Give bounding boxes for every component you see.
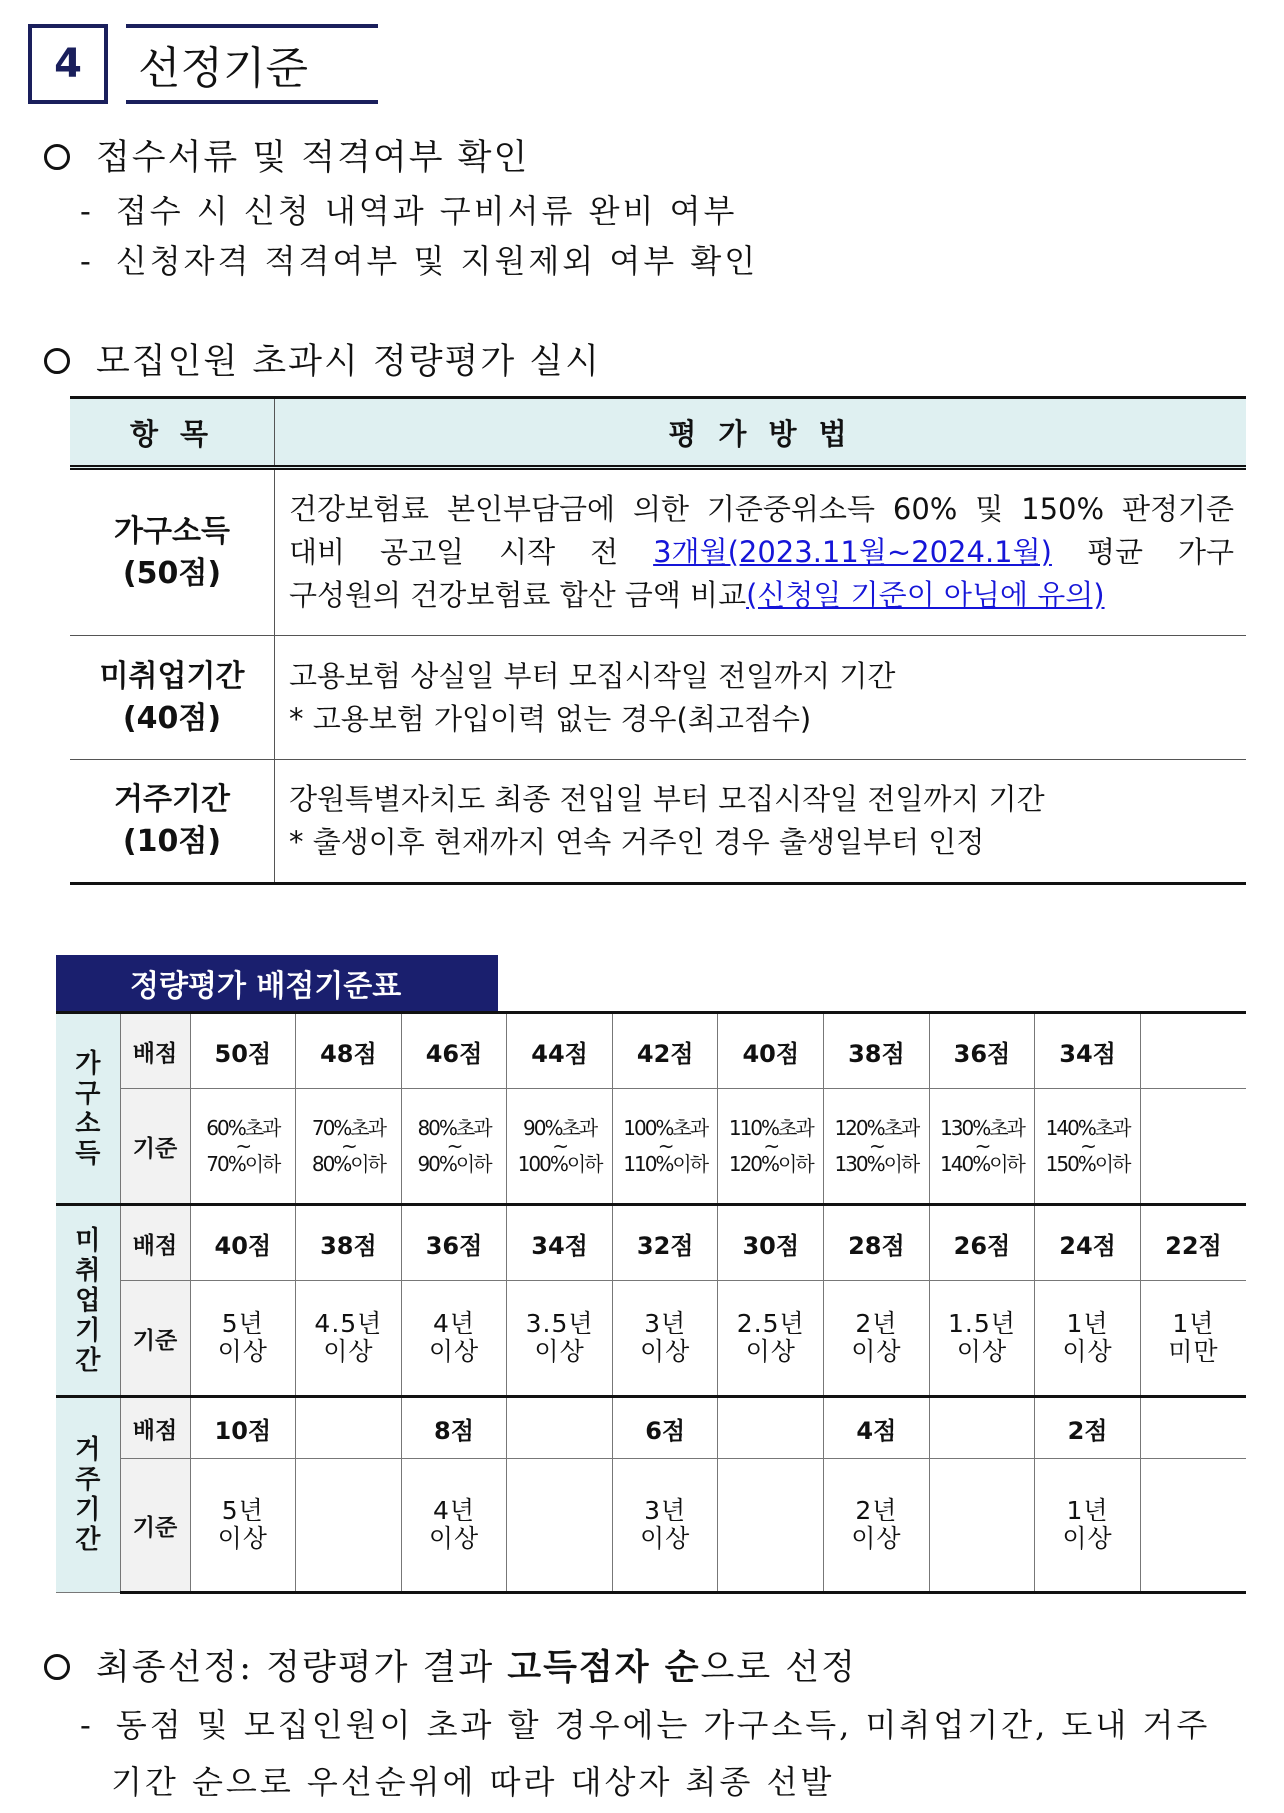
points-cell: 22점 [1140,1205,1246,1281]
criteria-cell [190,1459,296,1593]
criteria-line: 이상 [428,1524,480,1553]
criteria-line: 4년 [432,1496,476,1525]
bullet-title: 접수서류 및 적격여부 확인 [96,138,530,178]
criteria-label: 기준 [120,1281,190,1397]
criteria-line: 이상 [1062,1337,1113,1366]
score-table-title: 정량평가 배점기준표 [56,955,498,1011]
criteria-line: 130%이하 [834,1152,919,1176]
criteria-cell [718,1459,824,1593]
criteria-line: ~ [446,1134,462,1158]
criteria-line: 150%이하 [1045,1152,1130,1176]
category-char: 구 [75,1078,101,1109]
points-label: 배점 [120,1013,190,1089]
criteria-line: 4.5년 [314,1309,383,1338]
points-cell: 38점 [296,1205,402,1281]
criteria-line: 이상 [851,1524,902,1553]
category-char: 득 [75,1138,101,1169]
criteria-cell [296,1459,402,1593]
criteria-label: 기준 [120,1459,190,1593]
criteria-line: 이상 [851,1337,902,1366]
criteria-cell [1140,1459,1246,1593]
category-char: 기 [75,1495,101,1525]
criteria-line: 이상 [640,1337,691,1366]
criteria-line: 90%초과 [523,1116,597,1140]
category-char: 거 [75,1435,101,1465]
criteria-line: 4년 [432,1309,476,1338]
score-points-row [56,1013,1246,1089]
bullet-quantitative [44,334,601,384]
score-criteria-row [56,1089,1246,1205]
desc-line: * 고용보험 가입이력 없는 경우(최고점수) [289,701,812,736]
criteria-line: 70%이하 [206,1152,280,1176]
score-criteria-row [56,1281,1246,1397]
desc-line: * 출생이후 현재까지 연속 거주인 경우 출생일부터 인정 [289,825,985,859]
points-cell: 48점 [296,1013,402,1089]
criteria-line: 이상 [745,1337,796,1366]
criteria-cell [824,1281,930,1397]
points-cell: 40점 [718,1013,824,1089]
row-description [275,468,1247,636]
criteria-line: 110%이하 [623,1152,708,1176]
criteria-cell [1035,1459,1141,1593]
criteria-line: 120%이하 [728,1152,813,1176]
points-cell [929,1397,1035,1459]
criteria-line: 미만 [1168,1337,1219,1366]
criteria-line: ~ [657,1134,673,1158]
points-label: 배점 [120,1205,190,1281]
points-cell: 36점 [401,1205,507,1281]
points-cell [1140,1397,1246,1459]
criteria-line: 80%초과 [417,1116,491,1140]
header-item: 항 목 [70,398,275,468]
criteria-line: 2년 [855,1496,898,1525]
category-char: 소 [75,1108,101,1139]
circle-bullet-icon [44,144,70,170]
criteria-cell [612,1459,718,1593]
points-cell: 46점 [401,1013,507,1089]
criteria-line: 3.5년 [525,1309,594,1338]
criteria-line: 5년 [221,1309,264,1338]
points-cell: 26점 [929,1205,1035,1281]
sub-item-text: 접수 시 신청 내역과 구비서류 완비 여부 [115,192,738,230]
score-table [56,1011,1246,1594]
criteria-line: 2년 [855,1309,898,1338]
criteria-line: ~ [1080,1134,1095,1158]
category-char: 업 [75,1285,101,1316]
criteria-line: 3년 [644,1496,687,1525]
category-char: 취 [75,1255,101,1286]
criteria-line: ~ [235,1134,251,1158]
criteria-cell [929,1281,1035,1397]
points-cell [507,1397,613,1459]
criteria-cell [612,1281,718,1397]
criteria-line: 120%초과 [834,1116,919,1140]
points-cell: 42점 [612,1013,718,1089]
period-link: 3개월(2023.11월~2024.1월) [653,535,1052,569]
score-category [56,1205,120,1397]
criteria-cell [507,1089,613,1205]
bullet-document-check [44,130,529,180]
note-link: (신청일 기준이 아님에 유의) [746,578,1105,612]
criteria-line: 1년 [1172,1309,1215,1338]
criteria-line: 이상 [217,1337,268,1366]
header-method: 평 가 방 법 [275,398,1247,468]
criteria-cell [824,1459,930,1593]
criteria-line: 140%초과 [1045,1116,1130,1140]
bullet-final-selection: 최종선정: 정량평가 결과 고득점자 순으로 선정 [44,1640,857,1690]
points-cell: 44점 [507,1013,613,1089]
score-category [56,1397,120,1593]
points-cell: 8점 [401,1397,507,1459]
criteria-line: 140%이하 [940,1152,1024,1176]
eval-row-income [70,468,1246,636]
bullet-title: 모집인원 초과시 정량평가 실시 [96,342,601,382]
criteria-cell [296,1089,402,1205]
section-title [126,24,378,104]
criteria-cell [507,1459,613,1593]
criteria-cell [507,1281,613,1397]
row-description [275,636,1247,760]
criteria-cell [1140,1281,1246,1397]
points-cell [296,1397,402,1459]
criteria-cell [1035,1089,1141,1205]
points-cell: 30점 [718,1205,824,1281]
points-cell: 2점 [1035,1397,1141,1459]
sub-item-text: 동점 및 모집인원이 초과 할 경우에는 가구소득, 미취업기간, 도내 거주 [115,1706,1211,1744]
section-title-text: 선정기준 [138,43,309,94]
criteria-line: 1년 [1066,1496,1109,1525]
criteria-line: 5년 [221,1496,264,1525]
sub-item-text: 신청자격 적격여부 및 지원제외 여부 확인 [115,242,759,280]
eval-row-unemployment [70,636,1246,760]
criteria-cell [824,1089,930,1205]
desc-line: 구성원의 건강보험료 합산 금액 비교(신청일 기준이 아님에 유의) [289,578,1105,612]
criteria-cell [718,1089,824,1205]
criteria-line: 2.5년 [736,1309,805,1338]
section-number: 4 [28,24,108,104]
points-cell: 4점 [824,1397,930,1459]
desc-line: 강원특별자치도 최종 전입일 부터 모집시작일 전일까지 기간 [289,782,1045,816]
points-label: 배점 [120,1397,190,1459]
points-cell: 10점 [190,1397,296,1459]
criteria-line: 60%초과 [206,1116,280,1140]
criteria-cell [1035,1281,1141,1397]
criteria-line: 이상 [323,1337,374,1366]
sub-item: - 접수 시 신청 내역과 구비서류 완비 여부 [80,192,738,230]
criteria-line: ~ [974,1134,990,1158]
criteria-line: 이상 [1062,1524,1113,1553]
criteria-line: 110%초과 [728,1116,813,1140]
criteria-line: ~ [868,1134,884,1158]
points-cell: 34점 [1035,1013,1141,1089]
category-char: 가 [75,1048,101,1079]
criteria-line: 90%이하 [417,1152,491,1176]
criteria-label: 기준 [120,1089,190,1205]
criteria-line: ~ [763,1134,779,1158]
criteria-cell [296,1281,402,1397]
circle-bullet-icon [44,348,70,374]
criteria-line: ~ [341,1134,356,1158]
circle-bullet-icon [44,1654,70,1680]
criteria-cell [718,1281,824,1397]
criteria-cell [612,1089,718,1205]
points-cell: 40점 [190,1205,296,1281]
points-cell: 28점 [824,1205,930,1281]
criteria-cell [401,1459,507,1593]
criteria-line: 이상 [534,1337,585,1366]
row-description [275,760,1247,884]
criteria-cell [190,1281,296,1397]
category-char: 주 [75,1465,101,1495]
criteria-cell [929,1089,1035,1205]
points-cell: 34점 [507,1205,613,1281]
eval-row-residence [70,760,1246,884]
criteria-line: 80%이하 [311,1152,385,1176]
category-char: 간 [75,1525,101,1555]
row-label: 미취업기간 (40점) [70,636,275,760]
evaluation-table [70,396,1246,885]
criteria-cell [401,1089,507,1205]
criteria-line: 130%초과 [940,1116,1024,1140]
points-cell: 38점 [824,1013,930,1089]
score-criteria-row [56,1459,1246,1593]
points-cell: 50점 [190,1013,296,1089]
criteria-line: ~ [552,1134,567,1158]
points-cell: 6점 [612,1397,718,1459]
desc-line: 고용보험 상실일 부터 모집시작일 전일까지 기간 [289,658,896,693]
points-cell [1140,1013,1246,1089]
points-cell: 24점 [1035,1205,1141,1281]
criteria-line: 1.5년 [947,1309,1016,1338]
category-char: 간 [75,1345,101,1376]
criteria-line: 70%초과 [311,1116,385,1140]
criteria-cell [1140,1089,1246,1205]
desc-line: 건강보험료 본인부담금에 의한 기준중위소득 60% 및 150% 판정기준 [289,492,1234,526]
criteria-line: 100%초과 [623,1116,708,1140]
criteria-line: 1년 [1066,1309,1109,1338]
criteria-cell [929,1459,1035,1593]
criteria-cell [190,1089,296,1205]
sub-item-text: 기간 순으로 우선순위에 따라 대상자 최종 선발 [111,1763,835,1801]
criteria-line: 이상 [956,1337,1008,1366]
criteria-line: 이상 [217,1524,268,1553]
points-cell [718,1397,824,1459]
score-points-row [56,1397,1246,1459]
criteria-line: 이상 [428,1337,480,1366]
sub-item: - 동점 및 모집인원이 초과 할 경우에는 가구소득, 미취업기간, 도내 거주 [80,1706,1211,1744]
points-cell: 32점 [612,1205,718,1281]
sub-item: - 신청자격 적격여부 및 지원제외 여부 확인 [80,242,759,280]
row-label: 거주기간 (10점) [70,760,275,884]
criteria-line: 이상 [640,1524,691,1553]
emphasis-text: 고득점자 순 [507,1648,701,1688]
score-category [56,1013,120,1205]
category-char: 미 [75,1225,101,1256]
category-char: 기 [75,1315,101,1346]
desc-line: 대비 공고일 시작 전 3개월(2023.11월~2024.1월) 평균 가구 [289,535,1234,569]
row-label: 가구소득 (50점) [70,468,275,636]
criteria-cell [401,1281,507,1397]
sub-item-continued [111,1757,834,1803]
criteria-line: 3년 [644,1309,687,1338]
score-points-row [56,1205,1246,1281]
criteria-line: 100%이하 [517,1152,602,1176]
points-cell: 36점 [929,1013,1035,1089]
